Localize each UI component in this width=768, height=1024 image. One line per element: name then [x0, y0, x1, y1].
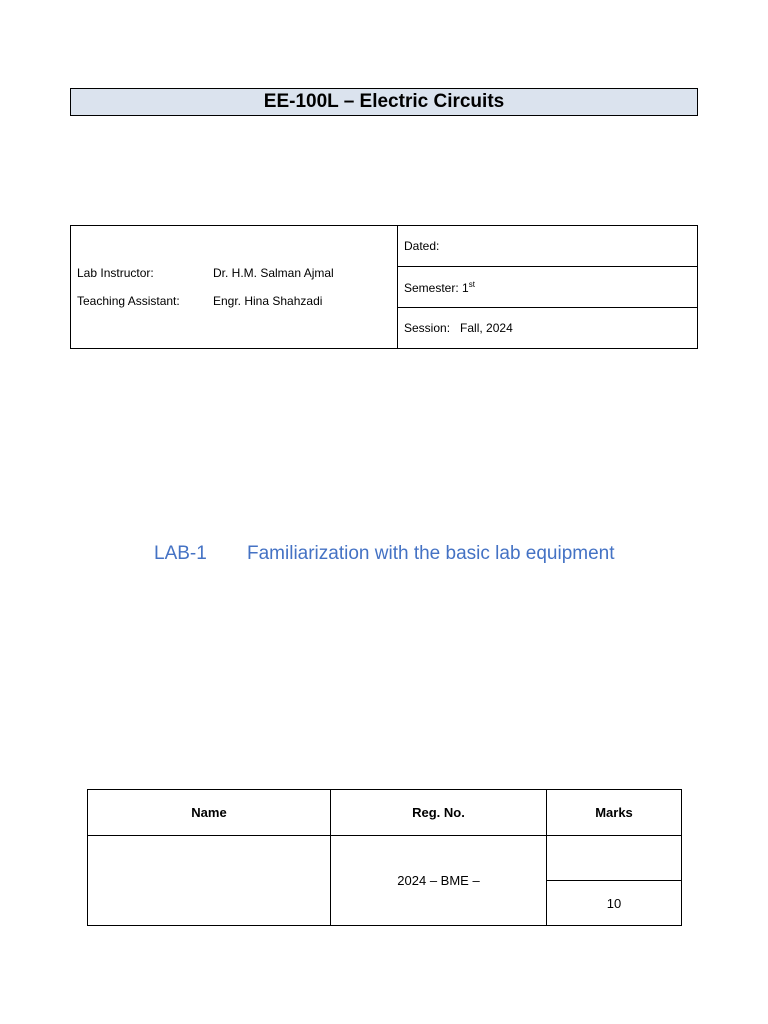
- lab-number: LAB-1: [154, 543, 207, 564]
- lab-instructor-row: [77, 266, 397, 280]
- session-cell: [398, 308, 698, 349]
- student-table: [87, 789, 682, 926]
- name-cell[interactable]: [88, 836, 331, 926]
- semester-superscript: st: [468, 279, 475, 289]
- session-label: Session:: [404, 321, 451, 335]
- name-header: Name: [88, 790, 331, 836]
- student-table-row: [88, 836, 682, 881]
- lab-instructor-value: Dr. H.M. Salman Ajmal: [213, 266, 334, 280]
- reg-no-cell[interactable]: 2024 – BME –: [331, 836, 547, 926]
- dated-cell: [398, 226, 698, 267]
- lab-instructor-label: Lab Instructor:: [77, 266, 154, 280]
- course-title: EE-100L – Electric Circuits: [70, 88, 698, 116]
- lab-info-table: [70, 225, 698, 349]
- marks-header: Marks: [547, 790, 682, 836]
- marks-obtained-cell[interactable]: [547, 836, 682, 881]
- session-value: Fall, 2024: [460, 321, 513, 335]
- lab-title: Familiarization with the basic lab equipment: [247, 543, 615, 564]
- semester-label: Semester: 1: [404, 280, 469, 295]
- student-table-header-row: [88, 790, 682, 836]
- lab-heading: [154, 543, 615, 565]
- total-marks-cell: 10: [547, 881, 682, 926]
- semester-cell: [398, 267, 698, 308]
- staff-cell: [71, 226, 398, 349]
- teaching-assistant-row: [77, 294, 397, 308]
- dated-label: Dated:: [404, 239, 440, 253]
- teaching-assistant-value: Engr. Hina Shahzadi: [213, 294, 323, 308]
- reg-no-header: Reg. No.: [331, 790, 547, 836]
- teaching-assistant-label: Teaching Assistant:: [77, 294, 180, 308]
